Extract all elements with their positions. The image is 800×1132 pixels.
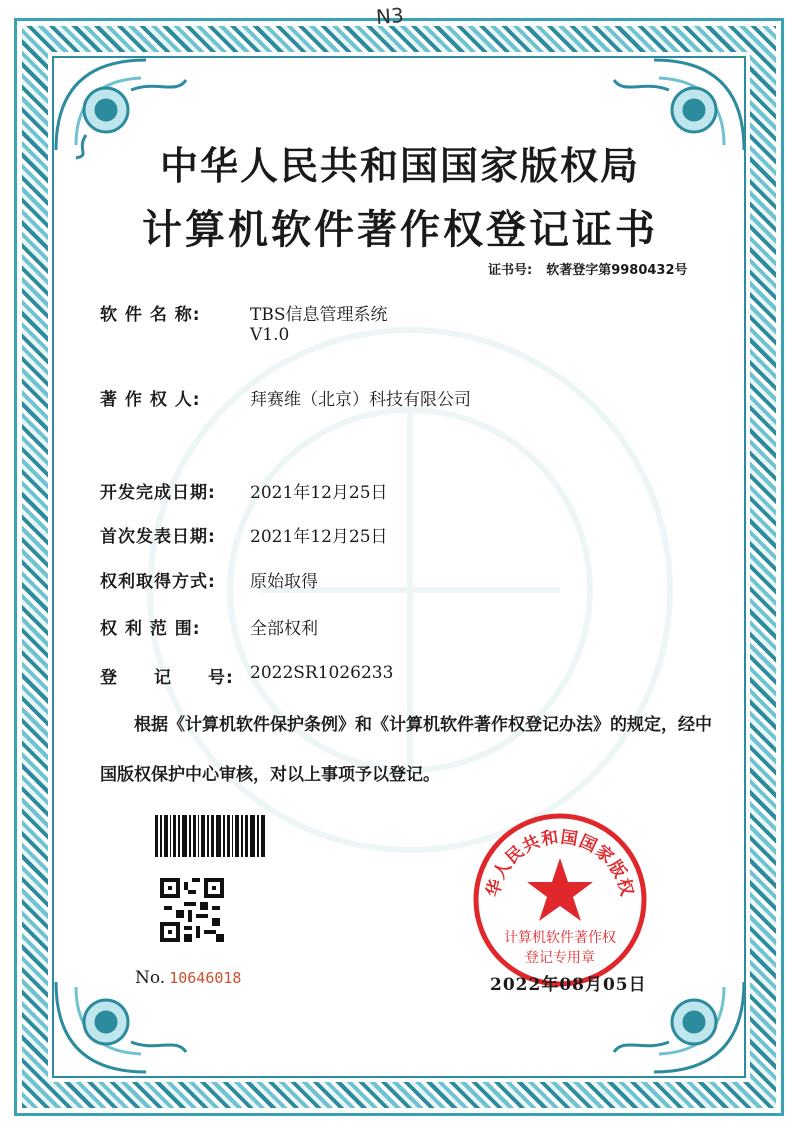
registration-statement: 根据《计算机软件保护条例》和《计算机软件著作权登记办法》的规定，经中国版权保护中心审核，对以上事项予以登记。 <box>100 715 712 785</box>
field-owner <box>100 385 471 410</box>
serial-number <box>135 968 241 988</box>
registration-label: 登 记 号: <box>100 668 234 688</box>
issuer-title: 中华人民共和国国家版权局 <box>159 144 640 188</box>
dev-date-value: 2021年12月25日 <box>250 483 388 503</box>
software-name-block <box>250 300 387 345</box>
certificate-title: 计算机软件著作权登记证书 <box>142 206 658 253</box>
serial-value: 10646018 <box>169 969 242 987</box>
seal-inner-line1: 计算机软件著作权 <box>504 930 616 946</box>
seal-star-icon <box>527 858 593 921</box>
pub-date-value: 2021年12月25日 <box>250 527 388 547</box>
serial-label: No. <box>135 968 166 988</box>
handwritten-mark: N3 <box>375 3 405 29</box>
owner-label: 著 作 权 人: <box>100 390 201 410</box>
field-dev-date <box>100 478 388 503</box>
scope-label: 权 利 范 围: <box>100 619 201 639</box>
official-seal <box>470 810 650 990</box>
corner-ornament-bottom-left <box>46 972 196 1082</box>
registration-value: 2022SR1026233 <box>250 663 394 683</box>
software-name-value: TBS信息管理系统 <box>250 305 388 325</box>
field-acquisition <box>100 567 318 592</box>
acquisition-value: 原始取得 <box>250 572 318 592</box>
dev-date-label: 开发完成日期: <box>100 483 216 503</box>
certificate-number-value: 软著登字第9980432号 <box>546 263 688 278</box>
acquisition-label: 权利取得方式: <box>100 572 216 592</box>
seal-outer-text: 华人民共和国国家版权 <box>483 827 637 899</box>
field-scope <box>100 614 318 639</box>
field-registration-number <box>100 663 393 688</box>
field-software-name <box>100 300 387 345</box>
certificate-number <box>488 259 702 278</box>
certificate-number-label: 证书号: <box>488 263 533 278</box>
scope-value: 全部权利 <box>250 619 318 639</box>
qr-code-image <box>160 878 224 942</box>
barcode-image <box>155 815 265 857</box>
field-pub-date <box>100 522 388 547</box>
owner-value: 拜赛维（北京）科技有限公司 <box>250 390 471 410</box>
pub-date-label: 首次发表日期: <box>100 527 216 547</box>
software-name-label: 软 件 名 称: <box>100 305 201 325</box>
software-version-value: V1.0 <box>250 325 290 345</box>
seal-inner-line2: 登记专用章 <box>525 950 595 966</box>
issue-date: 2022年08月05日 <box>490 975 647 995</box>
